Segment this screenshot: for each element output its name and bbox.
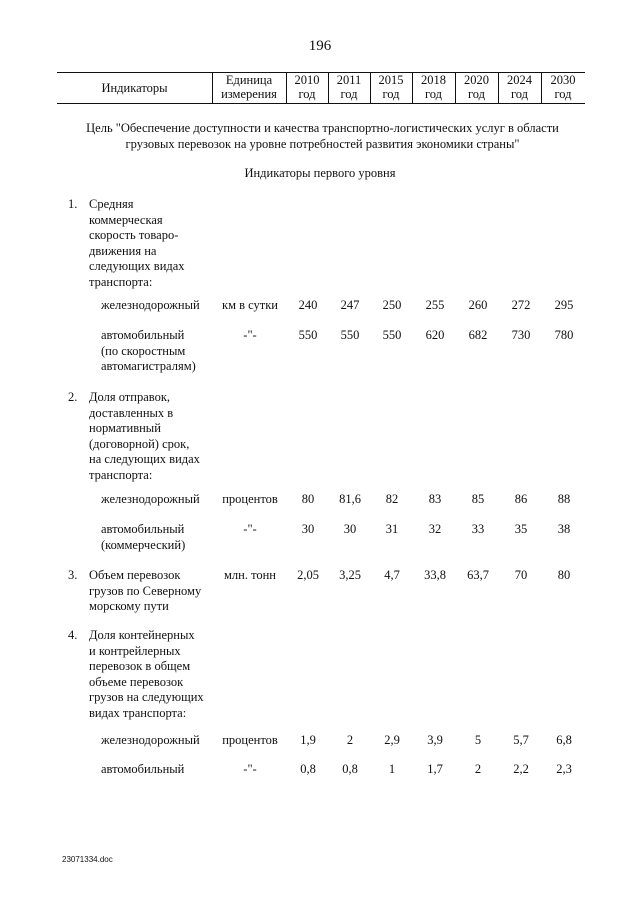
row-value: 63,7 xyxy=(467,568,489,582)
row-value: 6,8 xyxy=(556,733,572,747)
header-year-2024 xyxy=(498,73,541,103)
row-unit: км в сутки xyxy=(222,298,278,312)
row-value: 85 xyxy=(471,492,485,506)
section-title-line: доставленных в xyxy=(89,405,174,420)
goal-line: Цель "Обеспечение доступности и качества транспортно-логистических услуг в области xyxy=(86,121,559,135)
document-footer: 23071334.doc xyxy=(62,855,113,864)
row-label-line: автомобильный xyxy=(101,328,185,342)
row-value: 3,9 xyxy=(427,733,443,747)
row-value: 80 xyxy=(301,492,315,506)
header-unit-line1: Единица xyxy=(225,73,273,87)
header-year-2010 xyxy=(286,73,328,103)
row-value: 295 xyxy=(554,298,574,312)
section-title-line: Доля контейнерных xyxy=(89,628,195,642)
row-value: 4,7 xyxy=(384,568,400,582)
row-value: 32 xyxy=(428,522,442,536)
section-title-line: Доля отправок, xyxy=(89,390,171,404)
header-unit xyxy=(212,73,286,103)
row-value: 0,8 xyxy=(300,762,316,776)
row-value: 80 xyxy=(557,568,571,582)
row-value: 88 xyxy=(557,492,571,506)
row-value: 1,7 xyxy=(427,762,443,776)
page-number: 196 xyxy=(308,38,332,54)
section-title-line: скорость товаро- xyxy=(89,228,179,242)
section-title-line: движения на xyxy=(89,243,157,258)
header-year-word: год xyxy=(382,87,400,101)
section-title-line: перевозок в общем xyxy=(89,659,191,673)
row-value: 2 xyxy=(474,762,482,776)
row-value: 2 xyxy=(346,733,354,747)
goal-line: грузовых перевозок на уровне потребностей развития экономики страны" xyxy=(125,137,520,151)
header-year-value: 2030 xyxy=(550,73,576,87)
row-label-line: автомобильный xyxy=(101,522,185,536)
section-title xyxy=(89,390,229,483)
row-label-line: автомобильный xyxy=(101,762,185,776)
row-value: 31 xyxy=(385,522,399,536)
section-title-line: грузов по Северному xyxy=(89,583,202,598)
goal-text xyxy=(60,120,585,152)
row-value: 2,9 xyxy=(384,733,400,747)
row-label-line: железнодорожный xyxy=(101,733,200,747)
header-year-word: год xyxy=(554,87,572,101)
row-value: 550 xyxy=(298,328,318,342)
row-label-line: железнодорожный xyxy=(101,298,200,312)
header-year-word: год xyxy=(298,87,316,101)
row-value: 5,7 xyxy=(513,733,529,747)
row-value: 730 xyxy=(511,328,531,342)
header-year-word: год xyxy=(467,87,486,101)
row-value: 82 xyxy=(385,492,399,506)
section-title xyxy=(89,628,229,721)
row-value: 33 xyxy=(471,522,485,536)
section-number: 3. xyxy=(68,568,78,582)
row-value: 240 xyxy=(298,298,318,312)
row-value: 550 xyxy=(340,328,360,342)
header-year-2015 xyxy=(370,73,412,103)
section-title-line: транспорта: xyxy=(89,467,153,482)
header-year-value: 2020 xyxy=(464,73,489,87)
row-unit: млн. тонн xyxy=(223,568,276,582)
section-title-line: Объем перевозок xyxy=(89,568,181,582)
header-year-value: 2015 xyxy=(378,73,404,87)
section-title xyxy=(89,197,229,290)
row-value: 1,9 xyxy=(300,733,316,747)
section-number: 1. xyxy=(68,197,78,211)
row-unit: -"- xyxy=(243,328,257,342)
row-value: 780 xyxy=(554,328,574,342)
row-value: 70 xyxy=(514,568,528,582)
row-value: 30 xyxy=(301,522,315,536)
row-unit: процентов xyxy=(222,492,278,506)
row-unit: процентов xyxy=(222,733,278,747)
row-value: 2,3 xyxy=(556,762,572,776)
row-value: 33,8 xyxy=(424,568,446,582)
section-title-line: на следующих видах xyxy=(89,452,200,466)
section-title-line: коммерческая xyxy=(89,212,163,227)
row-value: 247 xyxy=(340,298,360,312)
header-year-value: 2011 xyxy=(336,73,362,87)
row-unit: -"- xyxy=(243,762,257,776)
section-number: 2. xyxy=(68,390,78,404)
section-number: 4. xyxy=(68,628,78,642)
section-title-line: объеме перевозок xyxy=(89,674,184,689)
row-label-line: автомагистралям) xyxy=(101,359,196,373)
section-title-line: и контрейлерных xyxy=(89,643,181,658)
row-value: 83 xyxy=(428,492,442,506)
header-indicators: Индикаторы xyxy=(101,81,168,95)
row-value: 86 xyxy=(514,492,528,506)
header-year-value: 2018 xyxy=(421,73,446,87)
row-value: 255 xyxy=(425,298,445,312)
row-value: 3,25 xyxy=(339,568,361,582)
row-value: 2,05 xyxy=(297,568,319,582)
row-value: 682 xyxy=(468,328,488,342)
section-title-line: видах транспорта: xyxy=(89,705,187,720)
header-year-word: год xyxy=(424,87,443,101)
header-year-2030 xyxy=(541,73,585,103)
row-value: 550 xyxy=(382,328,402,342)
section-title-line: следующих видах xyxy=(89,259,185,273)
row-label-line: железнодорожный xyxy=(101,492,200,506)
section-title-line: грузов на следующих xyxy=(89,690,204,704)
row-value: 0,8 xyxy=(342,762,358,776)
row-value: 5 xyxy=(474,733,482,747)
header-year-2020 xyxy=(455,73,498,103)
row-label-line: (коммерческий) xyxy=(101,537,186,552)
section-title-line: (договорной) срок, xyxy=(89,436,190,451)
row-label-line: (по скоростным xyxy=(101,343,186,358)
section-title-line: Средняя xyxy=(89,197,134,211)
section-title-line: нормативный xyxy=(89,421,161,435)
row-value: 272 xyxy=(511,298,531,312)
header-year-value: 2010 xyxy=(294,73,320,87)
row-value: 1 xyxy=(388,762,396,776)
header-year-word: год xyxy=(510,87,529,101)
header-year-value: 2024 xyxy=(507,73,532,87)
row-value: 81,6 xyxy=(339,492,361,506)
section-subtitle: Индикаторы первого уровня xyxy=(244,166,396,180)
row-value: 38 xyxy=(557,522,571,536)
row-unit: -"- xyxy=(243,522,257,536)
section-title-line: морскому пути xyxy=(89,599,169,613)
header-year-2018 xyxy=(412,73,455,103)
header-bottom-rule xyxy=(57,103,585,104)
section-title-line: транспорта: xyxy=(89,274,153,289)
row-value: 30 xyxy=(343,522,357,536)
row-value: 2,2 xyxy=(513,762,529,776)
row-value: 260 xyxy=(468,298,488,312)
row-value: 250 xyxy=(382,298,402,312)
row-value: 620 xyxy=(425,328,445,342)
header-unit-line2: измерения xyxy=(221,87,277,101)
header-year-word: год xyxy=(340,87,358,101)
row-value: 35 xyxy=(514,522,528,536)
header-year-2011 xyxy=(328,73,370,103)
